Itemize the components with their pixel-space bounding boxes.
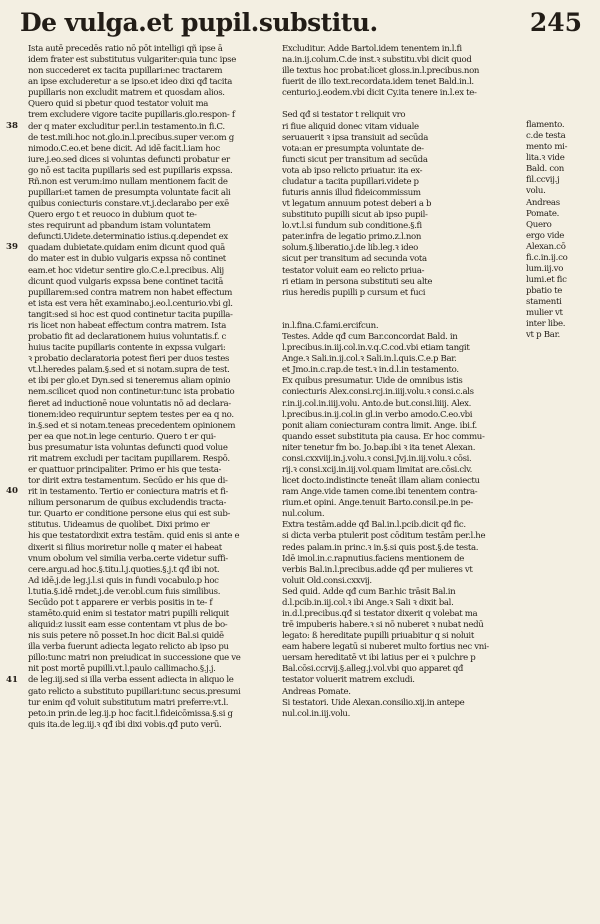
commentary-line: uersam hereditatē vt ibi latius per ei ꝛ pulchre p <box>282 653 476 664</box>
commentary-line: verbis Bal.in.l.precibus.adde qđ per mulieres vt <box>282 564 473 575</box>
text-line: pupillari:et tamen de presumpta voluntate facit ali <box>28 188 231 199</box>
text-line: tor dirit extra testamentum. Secūdo er his que di- <box>28 476 228 487</box>
commentary-line: vota:an er presumpta voluntate de- <box>282 143 424 154</box>
gloss-line: mento mi- <box>526 142 568 153</box>
text-line: er quattuor principaliter. Primo er his que testa- <box>28 464 222 475</box>
text-line: stamēto.quid enim si testator matri pupilli reliquit <box>28 608 229 619</box>
page-header <box>18 8 590 42</box>
commentary-line: l.precibus.in.ij.col.in gl.in verbo amodo.C.eo.vbi <box>282 409 473 420</box>
commentary-line: et Jmo.in.c.rap.de test.ꝛ in.d.l.in testamento. <box>282 365 459 376</box>
gloss-line: stamenti <box>526 297 562 308</box>
commentary-line <box>282 99 582 110</box>
gloss-line: Pomate. <box>526 208 560 219</box>
commentary-line: in.d.l.precibus.qđ si testator dixerit q volebat ma <box>282 608 478 619</box>
commentary-line: eam habere legatū si nuberet multo fortius nec vni- <box>282 642 489 653</box>
commentary-line: centurio.j.eodem.vbi dicit Cy.ita tenere in.l.ex te- <box>282 88 477 99</box>
commentary-line: d.l.pcib.in.iij.col.ꝛ ibi Ange.ꝛ Sali ꝛ dixit bal. <box>282 597 454 608</box>
text-line: tangit:sed si hoc est quod continetur tacita pupilla- <box>28 309 233 320</box>
commentary-line: ri fiue aliquid donec vitam viduale <box>282 121 419 132</box>
text-line: nit post mortē pupilli.vt.l.paulo callimacho.§.j.j. <box>28 664 216 675</box>
text-line: quis ita.de leg.iij.ꝛ qđ ibi dixi vobis.qđ puto verū. <box>28 719 222 730</box>
text-line: stitutus. Uideamus de quolibet. Dixi primo er <box>28 520 210 531</box>
commentary-line: solum.§.liberatio.j.de lib.leg.ꝛ ideo <box>282 243 418 254</box>
commentary-line: rij.ꝛ consi.xcij.in.iij.vol.quam limitat are.cōsi.clv. <box>282 464 473 475</box>
text-line: do mater est in dubio vulgaris expssa nō continet <box>28 254 226 265</box>
commentary-line: vt legatum annuum potest deberi a b <box>282 199 432 210</box>
commentary-line: Si testatori. Uide Alexan.consilio.xij.in antepe <box>282 697 465 708</box>
commentary-line: legato: ß hereditate pupilli priuabitur q si noluit <box>282 631 474 642</box>
text-line: vt.l.heredes palam.§.sed et si notam.supra de test. <box>28 365 230 376</box>
gloss-line: fil.ccvij.j <box>526 175 560 186</box>
gloss-line: Andreas <box>526 197 560 208</box>
text-line: peto.in prin.de leg.ij.p hoc facit.l.fideicōmissa.§.si g <box>28 708 233 719</box>
text-line: rit in testamento. Tertio er coniectura matris et fi- <box>28 487 228 498</box>
text-line: l.tutia.§.idē rndet.j.de ver.obl.cum fuis similibus. <box>28 586 221 597</box>
text-line: iure.j.eo.sed dices si voluntas defuncti probatur er <box>28 154 230 165</box>
text-line: go nō est tacita pupillaris sed est pupillaris expssa. <box>28 165 233 176</box>
text-line: ꝛ probatio declaratoria potest fieri per duos testes <box>28 354 230 365</box>
folio-number: 245 <box>529 8 582 37</box>
text-line: nis suis petere nō posset.In hoc dicit Bal.si quidē <box>28 631 224 642</box>
commentary-line: consi.cxxviij.in.j.volu.ꝛ consi.Jvj.in.iij.volu.ꝛ cōsi. <box>282 453 472 464</box>
text-line: defuncti.Uidete.determinatio istius.q.dependet ex <box>28 232 228 243</box>
text-line: quadam dubietate.quidam enim dicunt quod quā <box>28 243 225 254</box>
text-line: huius tacite pupillaris contente in expssa vulgari: <box>28 343 226 354</box>
commentary-line: nul.colum. <box>282 509 325 520</box>
commentary-line: coniecturis Alex.consi.rcj.in.iiij.volu.ꝛ consi.c.als <box>282 387 474 398</box>
gloss-line: Quero <box>526 219 552 230</box>
commentary-line: testator voluerit matrem excludi. <box>282 675 415 686</box>
gloss-line: lum.iij.vo <box>526 264 564 275</box>
commentary-line: ponit aliam coniecturam contra limit. Ange. ibi.f. <box>282 420 477 431</box>
commentary-line: in.l.fina.C.fami.ercifcun. <box>282 320 379 331</box>
text-line: der q mater excluditur per.l.in testamento.in fi.C. <box>28 121 225 132</box>
commentary-line: nul.col.in.iij.volu. <box>282 708 350 719</box>
gloss-line: inter libe. <box>526 319 566 330</box>
commentary-line: redes palam.in princ.ꝛ in.§.si quis post.§.de testa. <box>282 542 479 553</box>
commentary-line: trē impuberis habere.ꝛ si nō nuberet ꝛ nubat nedū <box>282 620 484 631</box>
text-line: pupillaris non excludit matrem et quosdam alios. <box>28 88 225 99</box>
text-line: et ista est vera hēt examinabo.j.eo.l.centurio.vbi gl. <box>28 298 233 309</box>
gloss-line: ergo vide <box>526 230 565 241</box>
gloss-line: fi.c.in.ij.co <box>526 252 568 263</box>
text-line: tur enim qđ voluit substitutum matri preferre:vt.l. <box>28 697 229 708</box>
commentary-line: quando esset substituta pia causa. Er hoc commu- <box>282 431 485 442</box>
text-line: dicunt quod vulgaris expssa bene continet tacitā <box>28 276 224 287</box>
text-line: pupillarem:sed contra matrem non habet effectum <box>28 287 233 298</box>
commentary-line: pater.infra de legatio primo.z.l.non <box>282 232 422 243</box>
commentary-line: sicut per transitum ad secunda vota <box>282 254 427 265</box>
gloss-line: mulier vt <box>526 308 563 319</box>
text-line: rit matrem excludi per tacitam pupillarem. Respō. <box>28 453 230 464</box>
text-line: tionem:ideo requiruntur septem testes per ea q no. <box>28 409 234 420</box>
text-line: nem.scilicet quod non continetur:tunc ista probatio <box>28 387 235 398</box>
text-line: vnum obolum vel similia verba.certe videtur suffi- <box>28 553 228 564</box>
commentary-line: na.in.ij.colum.C.de inst.ꝛ substitu.vbi dicit quod <box>282 55 472 66</box>
commentary-line: r.in.ij.col.in.iiij.volu. Anto.de but.consi.liiij. Alex. <box>282 398 471 409</box>
commentary-line: substituto pupilli sicut ab ipso pupil- <box>282 210 428 221</box>
text-line: Rñ.non est verum:imo nullam mentionem facit de <box>28 176 228 187</box>
commentary-line: licet docto.indistincte teneāt illam aliam coniectu <box>282 476 480 487</box>
marginal-number: 40 <box>6 486 18 496</box>
commentary-line: ri etiam in persona substituti seu alte <box>282 276 433 287</box>
commentary-line: Sed quid. Adde qđ cum Bar.hic trāsit Bal.in <box>282 586 456 597</box>
commentary-line: voluit Old.consi.cxxvij. <box>282 575 372 586</box>
text-line: Quero ergo t et reuoco in dubium quot te- <box>28 210 197 221</box>
commentary-line: Ex quibus presumatur. Uide de omnibus istis <box>282 376 463 387</box>
text-line: nilium personarum de quibus excludendis tracta- <box>28 498 227 509</box>
commentary-line: functi sicut per transitum ad secūda <box>282 154 428 165</box>
text-line: idem frater est substitutus vulgariter:quia tunc ipse <box>28 55 236 66</box>
left-text-column <box>28 44 275 731</box>
text-line: quibus coniecturis constare.vt.j.declarabo per exē <box>28 199 229 210</box>
text-line: fieret ad inductionē noue voluntatis nō ad declara- <box>28 398 231 409</box>
side-gloss-column <box>526 120 598 342</box>
text-line: Quero quid si pbetur quod testator voluit ma <box>28 99 209 110</box>
gloss-line: lumi.et fic <box>526 275 567 286</box>
commentary-line: fuerit de illo text.recordata.idem tenet Bald.in.l. <box>282 77 474 88</box>
text-line: nimodo.C.eo.et bene dicit. Ad idē facit.l.iam hoc <box>28 143 220 154</box>
commentary-line: lo.vt.l.si fundum sub conditione.§.fi <box>282 221 422 232</box>
commentary-line: Idē imol.in.c.rapnutius.faciens mentionem de <box>282 553 464 564</box>
gloss-line: Alexan.cō <box>526 241 566 252</box>
page-bottom-margin <box>0 880 600 924</box>
text-line: ris licet non habeat effectum contra matrem. Ista <box>28 320 227 331</box>
text-line: eam.et hoc videtur sentire glo.C.e.l.precibus. Alij <box>28 265 224 276</box>
commentary-line: futuris annis illud fideicommissum <box>282 188 421 199</box>
commentary-line: Sed qđ si testator t reliquit vro <box>282 110 406 121</box>
text-line: Ad idē.j.de leg.j.l.si quis in fundi vocabulo.p hoc <box>28 575 219 586</box>
text-line: gato relicto a substituto pupillari:tunc secus.presumi <box>28 686 241 697</box>
marginal-number: 41 <box>6 675 18 685</box>
commentary-line: ille textus hoc probat:licet gloss.in.l.precibus.non <box>282 66 480 77</box>
text-line: dixerit si filius moriretur nolle q mater ei habeat <box>28 542 222 553</box>
text-line: aliquid:z iussit eam esse contentam vt plus de bo- <box>28 620 228 631</box>
gloss-line: volu. <box>526 186 546 197</box>
text-line: an ipse excluderetur a se ipso.et ideo dixi qđ tacita <box>28 77 232 88</box>
commentary-line: l.precibus.in.iij.col.in.v.q.C.cod.vbi etiam tangit <box>282 343 470 354</box>
commentary-line: niter tenetur fm bo. Jo.bap.ibi ꝛ ita tenet Alexan. <box>282 442 476 453</box>
text-line: bus presumatur ista voluntas defuncti quod volue <box>28 442 228 453</box>
commentary-line: Extra testām.adde qđ Bal.in.l.pcib.dicit qđ fic. <box>282 520 466 531</box>
text-line: cere.argu.ad hoc.§.titu.l.j.quoties.§.j.t qđ ibi not. <box>28 564 220 575</box>
commentary-line: testator voluit eam eo relicto priua- <box>282 265 425 276</box>
commentary-line: Ange.ꝛ Sali.in.ij.col.ꝛ Sali.in.l.quis.C.e.p Bar. <box>282 354 457 365</box>
text-line: non succederet ex tacita pupillari:nec tractarem <box>28 66 223 77</box>
commentary-line: seruauerit ꝛ ipsa transiuit ad secūda <box>282 132 428 143</box>
commentary-line: rius heredis pupilli p cursum et fuci <box>282 287 426 298</box>
commentary-line: cludatur a tacita pupillari.videte p <box>282 176 419 187</box>
commentary-line: ram Ange.vide tamen come.ibi tenentem contra- <box>282 487 478 498</box>
commentary-line: Excluditur. Adde Bartol.idem tenentem in.l.fi <box>282 44 462 54</box>
text-line: in.§.sed et si notam.teneas precedentem opinionem <box>28 420 236 431</box>
commentary-line: rium.et opini. Ange.tenuit Barto.consil.pe.in pe- <box>282 498 473 509</box>
marginal-number: 38 <box>6 121 18 131</box>
text-line: de leg.iij.sed si illa verba essent adiecta in aliquo le <box>28 675 234 686</box>
commentary-line: Andreas Pomate. <box>282 686 351 697</box>
gloss-line: Bald. con <box>526 164 564 175</box>
gloss-line: c.de testa <box>526 131 566 142</box>
text-line: Secūdo pot t apparere er verbis positis in te- f <box>28 597 213 608</box>
text-line: et ibi per glo.et Dyn.sed si teneremus aliam opinio <box>28 376 231 387</box>
text-line: per ea que not.in lege centurio. Quero t er qui- <box>28 431 216 442</box>
commentary-line: Testes. Adde qđ cum Bar.concordat Bald. in <box>282 332 458 343</box>
text-line: trem excludere vigore tacite pupillaris.glo.respon- f <box>28 110 235 121</box>
text-line: pillo:tunc matri non preiudicat in successione que ve <box>28 653 241 664</box>
text-line: probatio fit ad declarationem huius voluntatis.f. c <box>28 332 226 343</box>
running-title: De vulga.et pupil.substitu. <box>20 8 378 37</box>
text-line: de test.mili.hoc not.glo.in.l.precibus.super ver.om g <box>28 132 234 143</box>
marginal-number: 39 <box>6 242 18 252</box>
text-line: Ista autē precedēs ratio nō pōt intelligi qñ ipse ā <box>28 44 223 54</box>
gloss-line: lita.ꝛ vide <box>526 153 565 164</box>
gloss-line: flamento. <box>526 120 565 130</box>
text-line: illa verba fuerunt adiecta legato relicto ab ipso pu <box>28 642 229 653</box>
text-line: stes requirunt ad pbandum istam voluntatem <box>28 221 211 232</box>
commentary-line: vota ab ipso relicto priuatur. ita ex- <box>282 165 423 176</box>
gloss-line: vt p Bar. <box>526 330 560 341</box>
gloss-line: pbatio te <box>526 286 563 297</box>
commentary-line: si dicta verba ptulerit post cōditum testām per.l.he <box>282 531 486 542</box>
text-line: tur. Quarto er conditione persone eius qui est sub- <box>28 509 231 520</box>
commentary-line: Bal.cōsi.ccrvij.§.alleg.j.vol.vbi quo apparet qđ <box>282 664 464 675</box>
text-line: his que testatordixit extra testām. quid enis si ante e <box>28 531 240 542</box>
